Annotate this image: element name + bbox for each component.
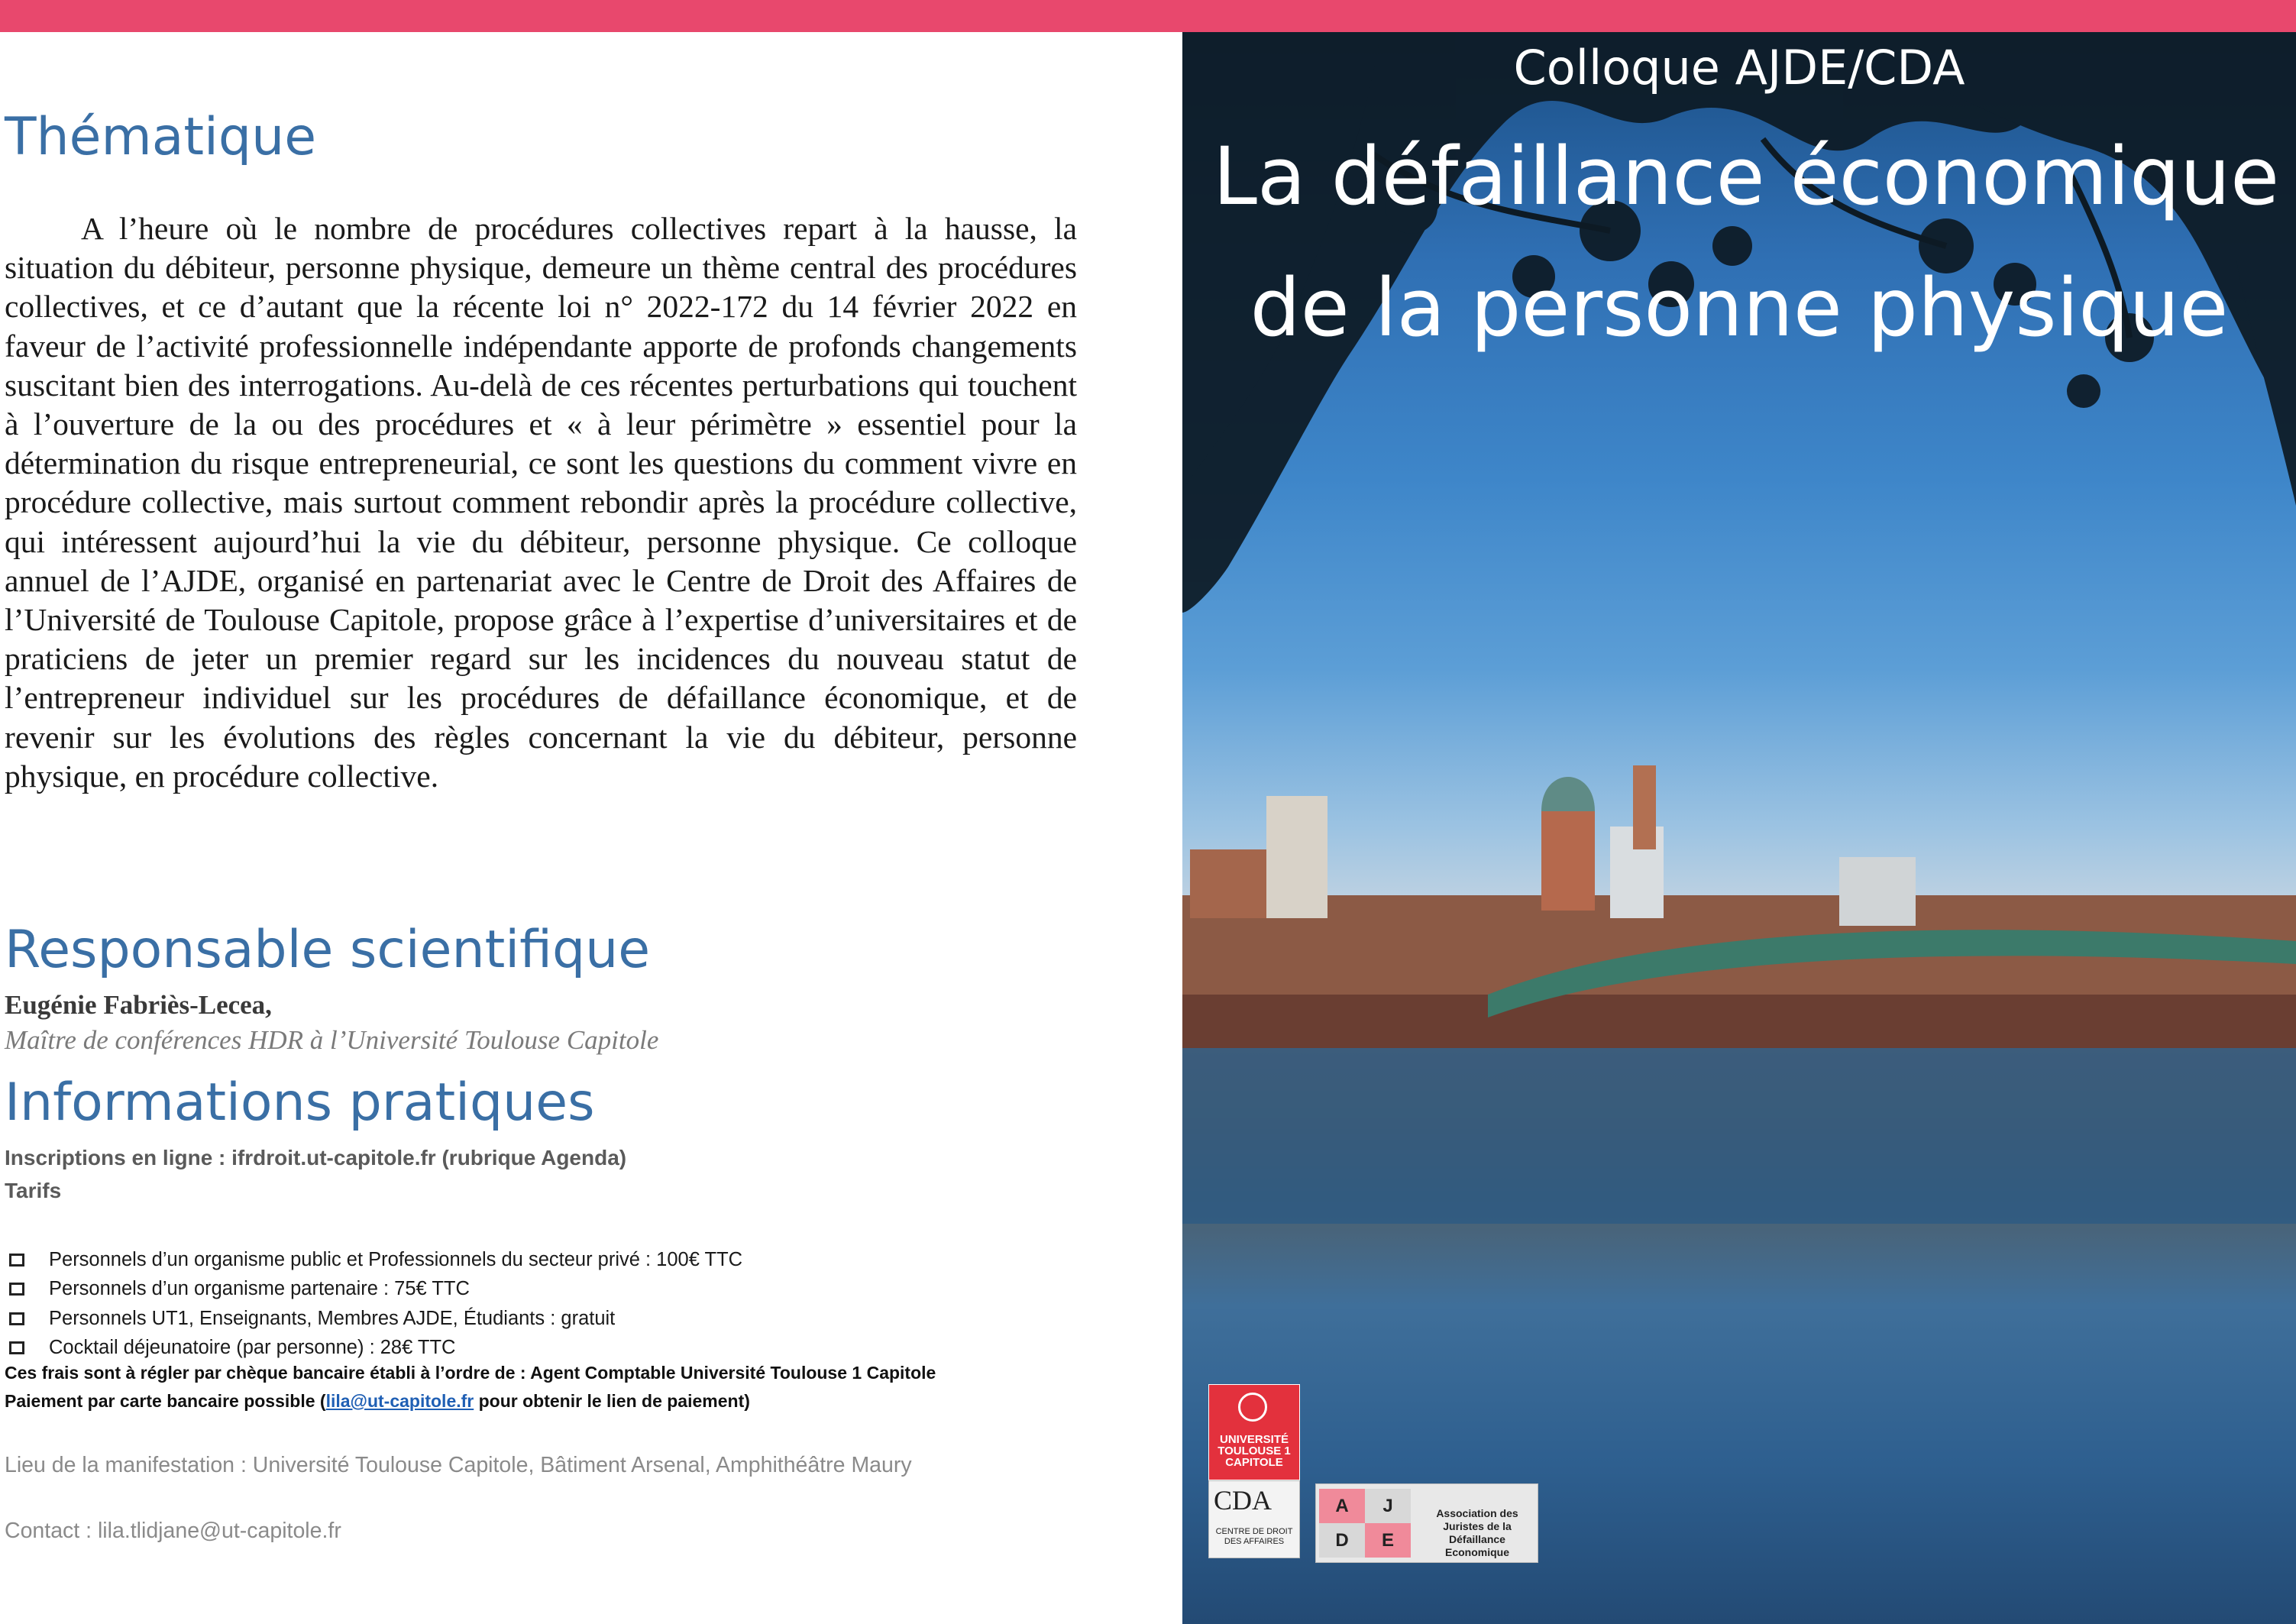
tarif-text: Cocktail déjeunatoire (par personne) : 28€ TTC [49,1337,456,1359]
cda-logo [1208,1480,1300,1558]
lieu-text: Lieu de la manifestation : Université Toulouse Capitole, Bâtiment Arsenal, Amphithéâtre Maury [5,1453,912,1477]
tarif-text: Personnels d’un organisme partenaire : 75€ TTC [49,1278,470,1300]
tarif-item [5,1334,742,1364]
checkbox-icon [9,1254,24,1267]
checkbox-icon [9,1283,24,1296]
ajde-letter-grid [1319,1489,1411,1558]
ut-capitole-logo [1208,1384,1300,1480]
paiement-text [5,1391,750,1412]
tarif-item [5,1304,742,1334]
thematique-heading: Thématique [5,107,317,167]
tarif-text: Personnels d’un organisme public et Professionnels du secteur privé : 100€ TTC [49,1248,743,1270]
responsable-heading: Responsable scientifique [5,920,651,980]
colloque-supertitle: Colloque AJDE/CDA [1513,40,1965,95]
tarif-item [5,1245,742,1275]
cda-mark: CDA [1214,1485,1273,1516]
ajde-logo [1315,1483,1538,1563]
cda-logo-subtitle: CENTRE DE DROIT DES AFFAIRES [1215,1527,1293,1546]
contact-text: Contact : lila.tlidjane@ut-capitole.fr [5,1519,341,1543]
inscriptions-text: Inscriptions en ligne : ifrdroit.ut-capitole.fr (rubrique Agenda) [5,1146,627,1169]
seal-icon [1238,1393,1267,1422]
cover-title-line1: La défaillance économique [1213,130,2280,223]
tarif-item [5,1275,742,1305]
responsable-name: Eugénie Fabriès-Lecea, [5,990,272,1020]
frais-text: Ces frais sont à régler par chèque bancaire établi à l’ordre de : Agent Comptable Université Toulouse 1 Capitole [5,1363,936,1383]
left-column [0,32,1182,1624]
ut-logo-text: UNIVERSITÉ TOULOUSE 1 CAPITOLE [1218,1433,1291,1469]
informations-heading: Informations pratiques [5,1072,595,1133]
paiement-after: pour obtenir le lien de paiement) [474,1391,750,1411]
responsable-title: Maître de conférences HDR à l’Université Toulouse Capitole [5,1025,659,1055]
tarifs-label: Tarifs [5,1179,62,1202]
ajde-letter: A [1319,1489,1365,1523]
thematique-text: A l’heure où le nombre de procédures collectives repart à la hausse, la situation du débiteur, personne physique, demeure un thème central des procédures collectives, et ce d’autant que la récente loi n° 2022-172 du 14 février 2022 en faveur de l’activité professionnelle indépendante apporte de profonds changements suscitant bien des interrogations. Au-delà de ces récentes perturbations qui touchent à l’ouverture de la ou des procédures et « à leur périmètre » essentiel pour la détermination du risque entrepreneurial, ce sont les questions du comment vivre en procédure collective, mais surtout comment rebondir après la procédure collective, qui intéressent aujourd’hui la vie du débiteur, personne physique. Ce colloque annuel de l’AJDE, organisé en partenariat avec le Centre de Droit des Affaires de l’Université de Toulouse Capitole, propose grâce à l’expertise d’universitaires et de praticiens de jeter un premier regard sur les incidences du nouveau statut de l’entrepreneur individuel sur les procédures de défaillance économique, et de revenir sur les évolutions des règles concernant la vie du débiteur, personne physique, en procédure collective. [5,211,1077,794]
cover-title-line2: de la personne physique [1250,261,2229,354]
ajde-logo-text: Association des Juristes de la Défaillance Economique [1436,1507,1518,1558]
ajde-letter: J [1365,1489,1411,1523]
city-skyline-image [1182,765,2296,1224]
cover-panel [1182,32,2296,1624]
checkbox-icon [9,1312,24,1325]
checkbox-icon [9,1341,24,1354]
ajde-letter: E [1365,1523,1411,1558]
ajde-letter: D [1319,1523,1365,1558]
paiement-email-link[interactable]: lila@ut-capitole.fr [325,1391,474,1411]
paiement-before: Paiement par carte bancaire possible ( [5,1391,326,1411]
tarif-text: Personnels UT1, Enseignants, Membres AJDE, Étudiants : gratuit [49,1307,616,1329]
tarifs-list [5,1245,742,1363]
top-accent-bar [0,0,2296,32]
